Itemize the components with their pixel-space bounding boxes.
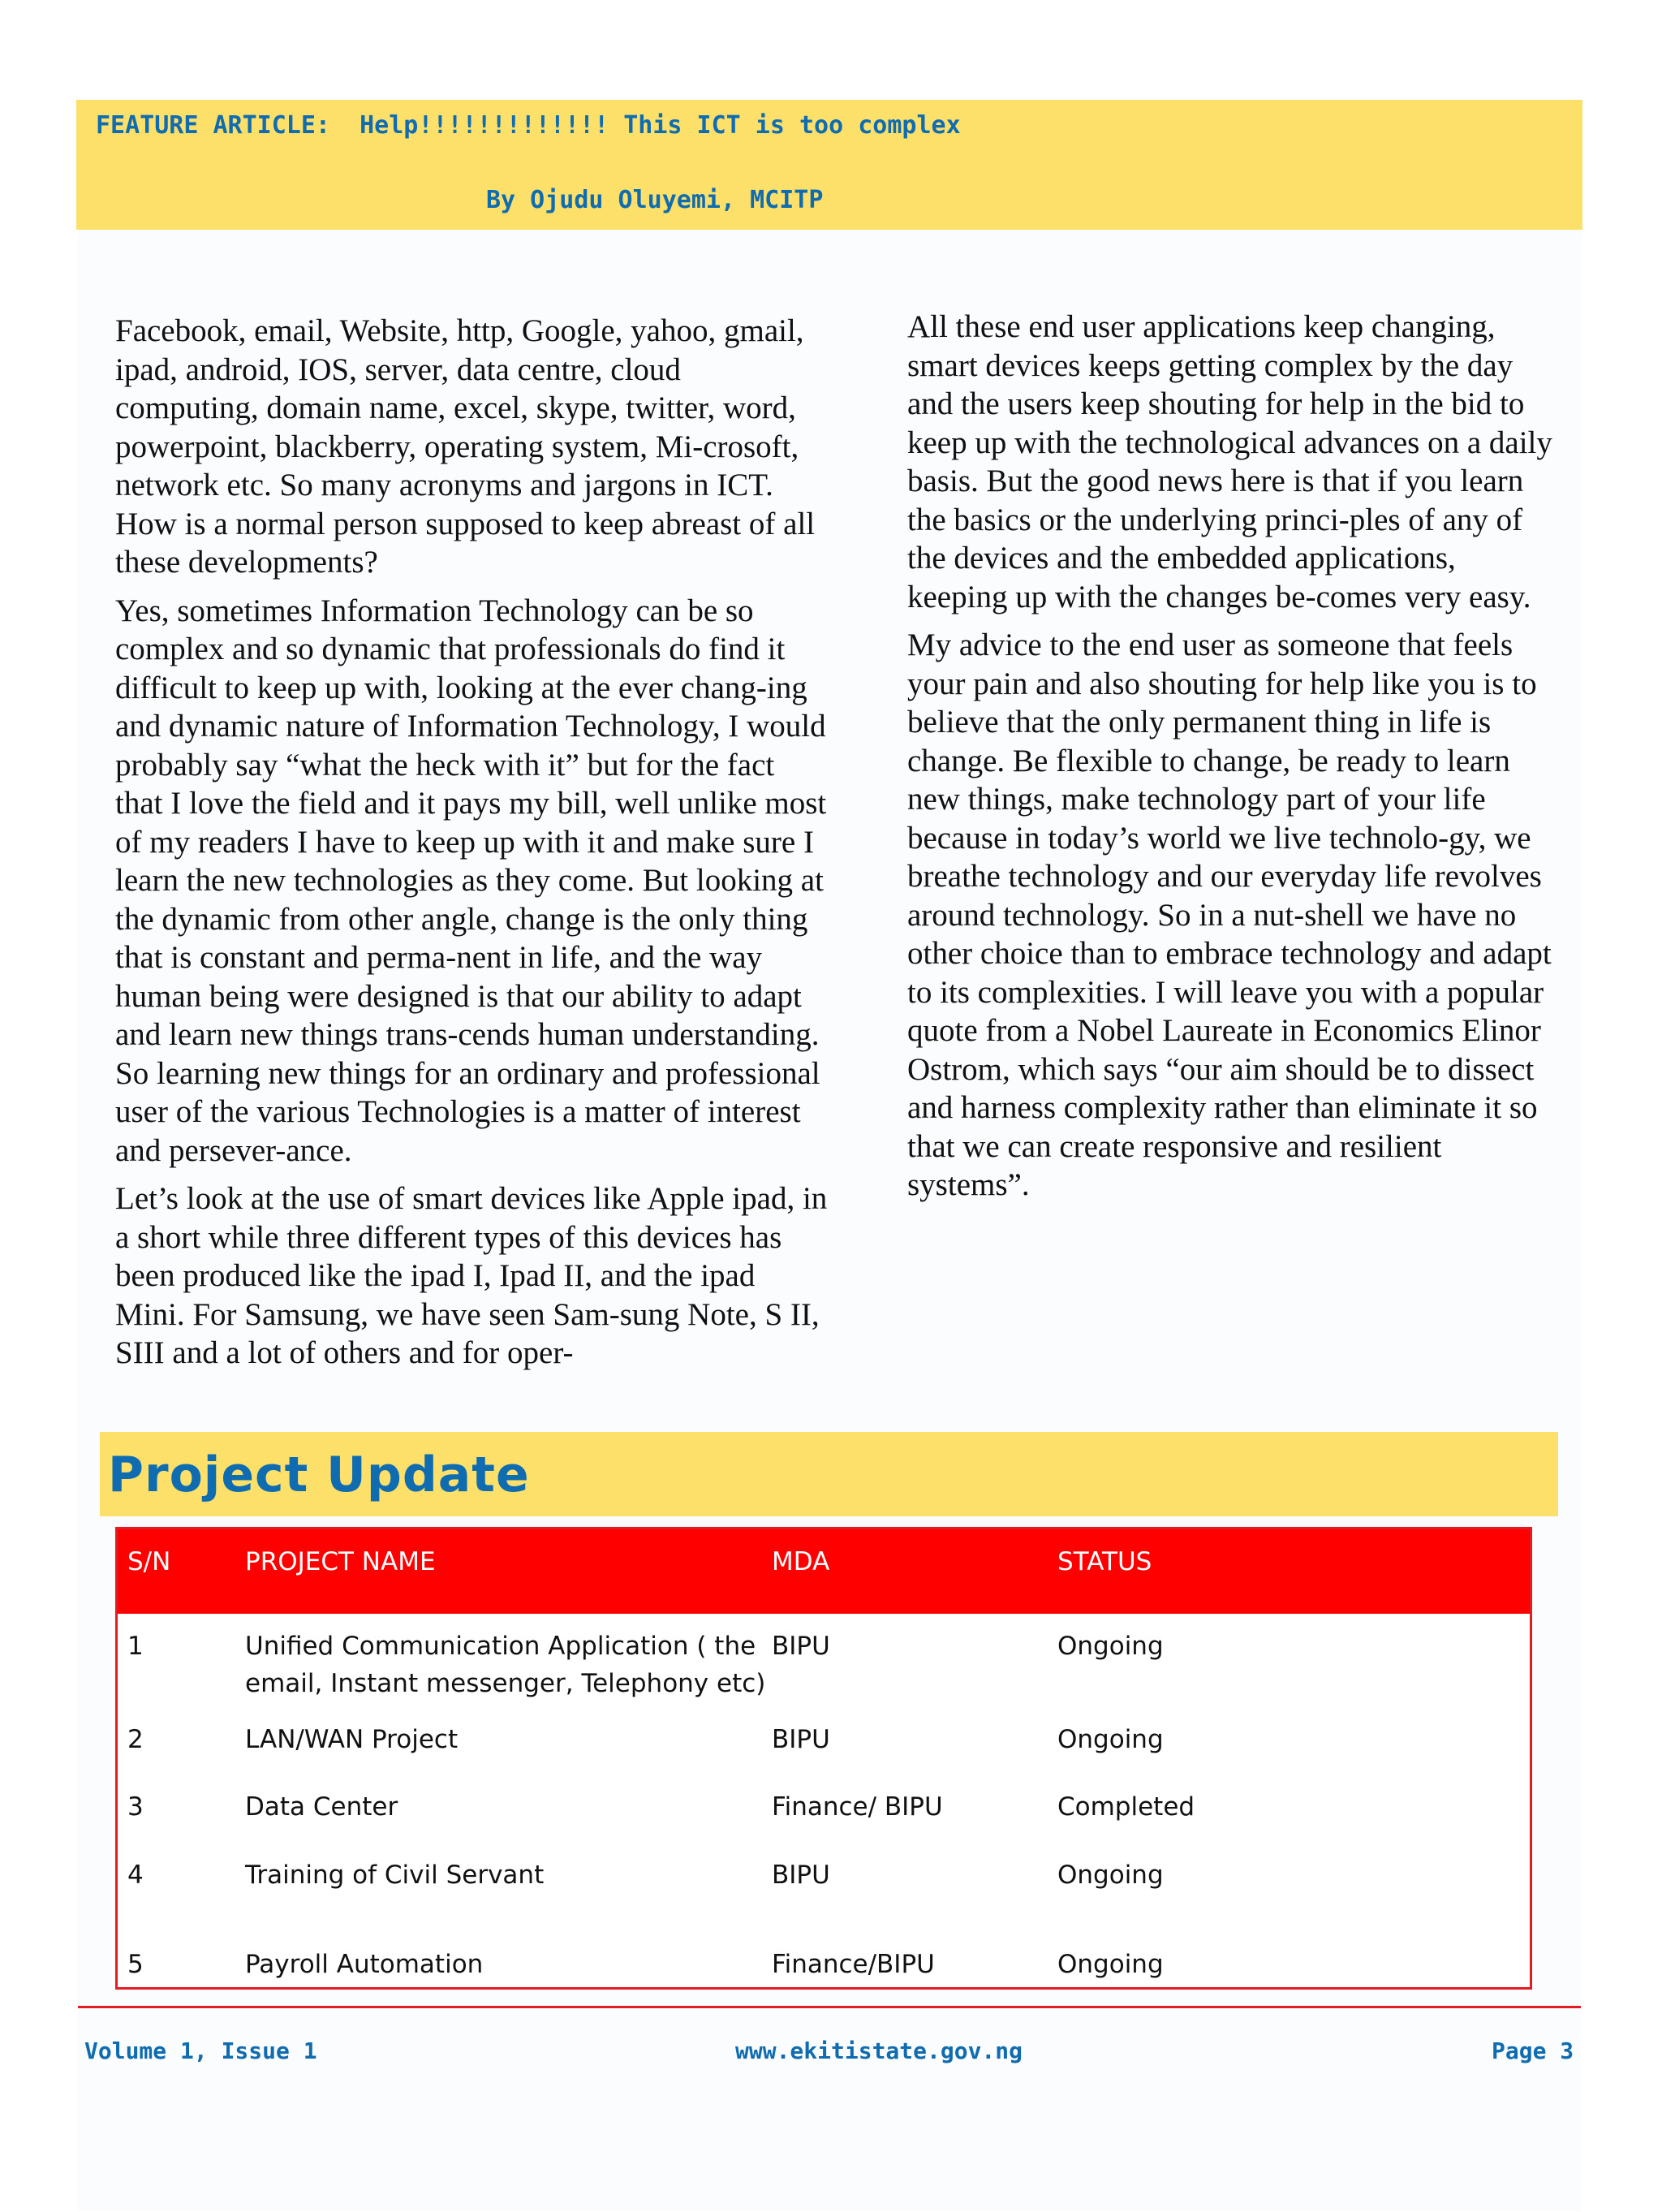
row-mda: BIPU [772,1632,830,1661]
article-paragraph: Facebook, email, Website, http, Google, yahoo, gmail, ipad, android, IOS, server, data centre, cloud computing, domain name, excel, skype, twitter, word, powerpoint, blackberry, operating system, Mi-crosoft, network etc. So many acronyms and jargons in ICT. How is a normal person supposed to keep abreast of all these developments? [115,313,816,580]
footer-divider [78,2006,1581,2008]
row-status: Ongoing [1057,1950,1164,1979]
row-sn: 4 [127,1861,144,1890]
row-status: Ongoing [1057,1861,1164,1890]
article-right-column [907,308,1557,1205]
project-table [115,1527,1532,1990]
feature-banner [76,100,1582,230]
project-update-title: Project Update [108,1447,530,1503]
column-header-status: STATUS [1057,1547,1152,1576]
row-project-name: Unified Communication Application ( the [245,1632,756,1661]
article-paragraph: My advice to the end user as someone that feels your pain and also shouting for help like you is to believe that the only permanent thing in life is change. Be flexible to change, be ready to learn new things, make technology part of your life because in today’s world we live technolo-gy, we breathe technology and our everyday life revolves around technology. So in a nut-shell we have no other choice than to embrace technology and adapt to its complexities. I will leave you with a popular quote from a Nobel Laureate in Economics Elinor Ostrom, which says “our aim should be to dissect and harness complexity rather than eliminate it so that we can create responsive and resilient systems”. [907,627,1552,1202]
column-header-sn: S/N [127,1547,171,1576]
column-header-project-name: PROJECT NAME [245,1547,436,1576]
row-sn: 1 [127,1632,144,1661]
project-update-header [100,1432,1558,1516]
feature-title: FEATURE ARTICLE: Help!!!!!!!!!!!!! This ICT is too complex [96,111,961,140]
feature-byline: By Ojudu Oluyemi, MCITP [486,186,824,214]
row-mda: Finance/ BIPU [772,1792,943,1822]
column-header-mda: MDA [772,1547,830,1576]
row-mda: Finance/BIPU [772,1950,935,1979]
row-sn: 5 [127,1950,144,1979]
row-project-name-line2: email, Instant messenger, Telephony etc) [245,1669,766,1698]
row-status: Completed [1057,1792,1195,1822]
row-status: Ongoing [1057,1632,1164,1661]
row-project-name: LAN/WAN Project [245,1725,459,1754]
article-paragraph: Let’s look at the use of smart devices like Apple ipad, in a short while three different types of this devices has been produced like the ipad I, Ipad II, and the ipad Mini. For Samsung, we have seen Sam-sung Note, S II, SIII and a lot of others and for oper- [115,1181,828,1370]
footer-website-link[interactable]: www.ekitistate.gov.ng [735,2037,1023,2064]
row-mda: BIPU [772,1725,830,1754]
row-sn: 2 [127,1725,144,1754]
row-project-name: Payroll Automation [245,1950,484,1979]
article-paragraph: All these end user applications keep changing, smart devices keeps getting complex by the day and the users keep shouting for help in the bid to keep up with the technological advances on a daily basis. But the good news here is that if you learn the basics or the underlying princi-ples of any of the devices and the embedded applications, keeping up with the changes be-comes very easy. [907,309,1552,614]
table-header-row [118,1529,1530,1614]
row-status: Ongoing [1057,1725,1164,1754]
row-sn: 3 [127,1792,144,1822]
article-paragraph: Yes, sometimes Information Technology can be so complex and so dynamic that professionals do find it difficult to keep up with, looking at the ever chang-ing and dynamic nature of Information Technology, I would probably say “what the heck with it” but for the fact that I love the field and it pays my bill, well unlike most of my readers I have to keep up with it and make sure I learn the new technologies as they come. But looking at the dynamic from other angle, change is the only thing that is constant and perma-nent in life, and the way human being were designed is that our ability to adapt and learn new things trans-cends human understanding. So learning new things for an ordinary and professional user of the various Technologies is a matter of interest and persever-ance. [115,593,827,1168]
row-project-name: Training of Civil Servant [245,1861,545,1890]
article-left-column [115,312,829,1373]
row-mda: BIPU [772,1861,830,1890]
footer-volume: Volume 1, Issue 1 [84,2037,317,2064]
footer-page-number: Page 3 [1492,2037,1574,2064]
row-project-name: Data Center [245,1792,398,1822]
